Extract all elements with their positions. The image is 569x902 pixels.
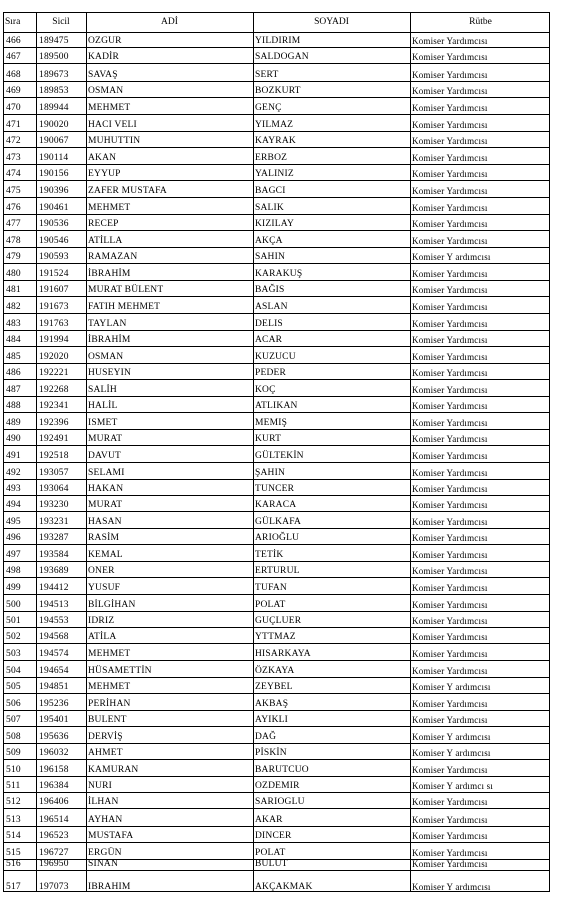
- cell-adi: DERVİŞ: [88, 732, 123, 742]
- cell-rutbe: Komiser Y ardımcısı: [412, 882, 491, 892]
- cell-soyadi: GÜLTEKİN: [255, 451, 304, 461]
- cell-sicil: 189500: [39, 52, 69, 62]
- cell-sira: 504: [6, 666, 21, 676]
- cell-rutbe: Komiser Yardımcısı: [412, 302, 488, 312]
- header-adi: ADİ: [161, 17, 178, 27]
- cell-adi: ONER: [88, 566, 115, 576]
- cell-adi: RAMAZAN: [88, 252, 138, 262]
- cell-sira: 475: [6, 186, 21, 196]
- cell-rutbe: Komiser Yardımcısı: [412, 517, 488, 527]
- cell-sira: 470: [6, 103, 21, 113]
- cell-sicil: 190067: [39, 136, 69, 146]
- cell-sicil: 196384: [39, 781, 69, 791]
- cell-soyadi: ZEYBEL: [255, 682, 293, 692]
- cell-soyadi: ACAR: [255, 335, 283, 345]
- cell-sicil: 190461: [39, 203, 69, 213]
- cell-rutbe: Komiser Yardımcısı: [412, 815, 488, 825]
- cell-rutbe: Komiser Yardımcısı: [412, 36, 488, 46]
- cell-sira: 508: [6, 732, 21, 742]
- cell-adi: İBRAHİM: [88, 335, 131, 345]
- cell-rutbe: Komiser Yardımcısı: [412, 319, 488, 329]
- cell-sira: 515: [6, 848, 21, 858]
- cell-soyadi: TUFAN: [255, 583, 287, 593]
- cell-soyadi: DELIS: [255, 319, 283, 329]
- cell-rutbe: Komiser Yardımcısı: [412, 335, 488, 345]
- column-divider: [253, 13, 254, 891]
- cell-sira: 474: [6, 169, 21, 179]
- column-divider: [410, 13, 411, 891]
- cell-sira: 513: [6, 815, 21, 825]
- cell-soyadi: SALDOGAN: [255, 52, 309, 62]
- cell-rutbe: Komiser Yardımcısı: [412, 765, 488, 775]
- cell-sira: 509: [6, 748, 21, 758]
- cell-rutbe: Komiser Yardımcısı: [412, 533, 488, 543]
- cell-sicil: 190593: [39, 252, 69, 262]
- cell-rutbe: Komiser Yardımcısı: [412, 797, 488, 807]
- cell-rutbe: Komiser Y ardımcısı: [412, 732, 491, 742]
- cell-soyadi: DINCER: [255, 831, 292, 841]
- cell-soyadi: ARIOĞLU: [255, 533, 300, 543]
- cell-soyadi: BOZKURT: [255, 86, 301, 96]
- cell-rutbe: Komiser Yardımcısı: [412, 186, 488, 196]
- cell-sicil: 192518: [39, 451, 69, 461]
- cell-adi: TAYLAN: [88, 319, 127, 329]
- cell-rutbe: Komiser Yardımcısı: [412, 86, 488, 96]
- cell-sicil: 191763: [39, 319, 69, 329]
- cell-adi: OZGUR: [88, 36, 122, 46]
- cell-rutbe: Komiser Y ardımcı sı: [412, 781, 494, 791]
- cell-sicil: 196158: [39, 765, 69, 775]
- cell-soyadi: PİSKİN: [255, 748, 287, 758]
- cell-rutbe: Komiser Yardımcısı: [412, 169, 488, 179]
- cell-adi: MEHMET: [88, 649, 131, 659]
- personnel-table: [3, 12, 550, 892]
- cell-soyadi: ŞAHIN: [255, 468, 286, 478]
- cell-sira: 483: [6, 319, 21, 329]
- cell-rutbe: Komiser Yardımcısı: [412, 401, 488, 411]
- cell-rutbe: Komiser Y ardımcısı: [412, 748, 491, 758]
- cell-adi: BULENT: [88, 715, 127, 725]
- cell-rutbe: Komiser Yardımcısı: [412, 136, 488, 146]
- cell-sicil: 193231: [39, 517, 69, 527]
- cell-sicil: 192491: [39, 434, 69, 444]
- cell-sicil: 192020: [39, 352, 69, 362]
- cell-adi: ATİLLA: [88, 236, 123, 246]
- cell-rutbe: Komiser Yardımcısı: [412, 699, 488, 709]
- cell-sira: 467: [6, 52, 21, 62]
- cell-soyadi: BAĞIS: [255, 285, 285, 295]
- cell-rutbe: Komiser Yardımcısı: [412, 484, 488, 494]
- cell-sira: 501: [6, 616, 21, 626]
- cell-adi: HACI VELI: [88, 120, 137, 130]
- cell-sira: 490: [6, 434, 21, 444]
- cell-sira: 476: [6, 203, 21, 213]
- cell-sicil: 194851: [39, 682, 69, 692]
- cell-adi: MUSTAFA: [88, 831, 134, 841]
- cell-rutbe: Komiser Yardımcısı: [412, 52, 488, 62]
- cell-adi: IBRAHIM: [88, 882, 131, 892]
- cell-rutbe: Komiser Yardımcısı: [412, 468, 488, 478]
- cell-rutbe: Komiser Yardımcısı: [412, 219, 488, 229]
- cell-soyadi: DAĞ: [255, 732, 277, 742]
- cell-sira: 496: [6, 533, 21, 543]
- cell-sira: 488: [6, 401, 21, 411]
- cell-sira: 489: [6, 418, 21, 428]
- cell-sicil: 189853: [39, 86, 69, 96]
- cell-adi: ZAFER MUSTAFA: [88, 186, 167, 196]
- cell-soyadi: ERTURUL: [255, 566, 300, 576]
- cell-rutbe: Komiser Yardımcısı: [412, 418, 488, 428]
- cell-adi: KADİR: [88, 52, 120, 62]
- cell-adi: ATİLA: [88, 632, 117, 642]
- cell-adi: İLHAN: [88, 797, 119, 807]
- cell-adi: FATIH MEHMET: [88, 302, 161, 312]
- cell-adi: BİLGİHAN: [88, 600, 136, 610]
- cell-sira: 517: [6, 882, 21, 892]
- cell-sira: 477: [6, 219, 21, 229]
- cell-sicil: 193230: [39, 500, 69, 510]
- cell-rutbe: Komiser Yardımcısı: [412, 715, 488, 725]
- cell-soyadi: TUNCER: [255, 484, 295, 494]
- cell-adi: MUHUTTIN: [88, 136, 141, 146]
- cell-sira: 485: [6, 352, 21, 362]
- cell-rutbe: Komiser Yardımcısı: [412, 451, 488, 461]
- cell-sicil: 190396: [39, 186, 69, 196]
- cell-sicil: 191524: [39, 269, 69, 279]
- cell-rutbe: Komiser Yardımcısı: [412, 831, 488, 841]
- cell-sicil: 195636: [39, 732, 69, 742]
- cell-sira: 473: [6, 153, 21, 163]
- cell-sira: 479: [6, 252, 21, 262]
- cell-rutbe: Komiser Yardımcısı: [412, 269, 488, 279]
- cell-adi: HASAN: [88, 517, 122, 527]
- cell-soyadi: SAHIN: [255, 252, 286, 262]
- cell-soyadi: AKÇA: [255, 236, 283, 246]
- cell-rutbe: Komiser Yardımcısı: [412, 153, 488, 163]
- cell-adi: SAVAŞ: [88, 70, 118, 80]
- cell-sira: 469: [6, 86, 21, 96]
- cell-rutbe: Komiser Yardımcısı: [412, 103, 488, 113]
- cell-rutbe: Komiser Yardımcısı: [412, 600, 488, 610]
- header-soyadi: SOYADI: [314, 17, 349, 27]
- cell-adi: ISMET: [88, 418, 118, 428]
- cell-rutbe: Komiser Yardımcısı: [412, 352, 488, 362]
- cell-adi: ERGÜN: [88, 848, 122, 858]
- cell-sira: 466: [6, 36, 21, 46]
- cell-adi: SINAN: [88, 859, 119, 869]
- cell-soyadi: GENÇ: [255, 103, 282, 113]
- cell-soyadi: HISARKAYA: [255, 649, 311, 659]
- cell-sicil: 196406: [39, 797, 69, 807]
- cell-soyadi: ATLIKAN: [255, 401, 298, 411]
- cell-sira: 484: [6, 335, 21, 345]
- cell-sicil: 196514: [39, 815, 69, 825]
- cell-sicil: 196523: [39, 831, 69, 841]
- cell-adi: MEHMET: [88, 103, 131, 113]
- cell-sira: 500: [6, 600, 21, 610]
- cell-sira: 499: [6, 583, 21, 593]
- cell-adi: AYHAN: [88, 815, 123, 825]
- cell-sira: 487: [6, 385, 21, 395]
- cell-soyadi: BAGCI: [255, 186, 286, 196]
- cell-sira: 497: [6, 550, 21, 560]
- cell-sicil: 196032: [39, 748, 69, 758]
- cell-rutbe: Komiser Yardımcısı: [412, 649, 488, 659]
- cell-soyadi: ERBOZ: [255, 153, 288, 163]
- cell-adi: YUSUF: [88, 583, 121, 593]
- cell-soyadi: PEDER: [255, 368, 287, 378]
- cell-sicil: 194553: [39, 616, 69, 626]
- cell-sicil: 194568: [39, 632, 69, 642]
- cell-adi: MEHMET: [88, 203, 131, 213]
- cell-adi: MEHMET: [88, 682, 131, 692]
- cell-adi: KAMURAN: [88, 765, 139, 775]
- cell-sira: 512: [6, 797, 21, 807]
- cell-rutbe: Komiser Yardımcısı: [412, 550, 488, 560]
- cell-sicil: 197073: [39, 882, 69, 892]
- cell-rutbe: Komiser Yardımcısı: [412, 236, 488, 246]
- cell-soyadi: YILMAZ: [255, 120, 294, 130]
- cell-soyadi: GÜLKAFA: [255, 517, 302, 527]
- cell-sira: 481: [6, 285, 21, 295]
- cell-soyadi: KARACA: [255, 500, 297, 510]
- cell-soyadi: SERT: [255, 70, 279, 80]
- cell-rutbe: Komiser Yardımcısı: [412, 583, 488, 593]
- cell-sicil: 189475: [39, 36, 69, 46]
- cell-sicil: 193064: [39, 484, 69, 494]
- cell-rutbe: Komiser Yardımcısı: [412, 203, 488, 213]
- cell-soyadi: YALINIZ: [255, 169, 294, 179]
- cell-soyadi: KOÇ: [255, 385, 276, 395]
- cell-sicil: 191994: [39, 335, 69, 345]
- cell-sicil: 193287: [39, 533, 69, 543]
- cell-sicil: 193689: [39, 566, 69, 576]
- cell-soyadi: POLAT: [255, 600, 286, 610]
- cell-sira: 514: [6, 831, 21, 841]
- cell-rutbe: Komiser Yardımcısı: [412, 434, 488, 444]
- cell-rutbe: Komiser Yardımcısı: [412, 285, 488, 295]
- cell-sicil: 194654: [39, 666, 69, 676]
- cell-soyadi: KARAKUŞ: [255, 269, 303, 279]
- cell-sira: 505: [6, 682, 21, 692]
- cell-adi: MURAT: [88, 500, 123, 510]
- cell-soyadi: YILDIRIM: [255, 36, 301, 46]
- cell-sira: 471: [6, 120, 21, 130]
- cell-sicil: 189673: [39, 70, 69, 80]
- cell-rutbe: Komiser Y ardımcısı: [412, 252, 491, 262]
- header-rutbe: Rütbe: [469, 17, 492, 27]
- cell-sira: 478: [6, 236, 21, 246]
- cell-soyadi: AYIKLI: [255, 715, 289, 725]
- cell-adi: DAVUT: [88, 451, 122, 461]
- cell-rutbe: Komiser Yardımcısı: [412, 566, 488, 576]
- cell-soyadi: BULUT: [255, 859, 288, 869]
- cell-adi: AKAN: [88, 153, 117, 163]
- cell-soyadi: ASLAN: [255, 302, 288, 312]
- cell-soyadi: AKÇAKMAK: [255, 882, 313, 892]
- cell-sira: 502: [6, 632, 21, 642]
- cell-soyadi: ÖZKAYA: [255, 666, 295, 676]
- cell-sicil: 190114: [39, 153, 69, 163]
- cell-soyadi: KAYRAK: [255, 136, 296, 146]
- cell-soyadi: BARUTCUO: [255, 765, 309, 775]
- cell-soyadi: MEMIŞ: [255, 418, 288, 428]
- cell-sira: 503: [6, 649, 21, 659]
- cell-adi: HALİL: [88, 401, 118, 411]
- cell-sira: 506: [6, 699, 21, 709]
- cell-rutbe: Komiser Yardımcısı: [412, 616, 488, 626]
- cell-rutbe: Komiser Yardımcısı: [412, 848, 488, 858]
- cell-sicil: 190020: [39, 120, 69, 130]
- cell-sira: 482: [6, 302, 21, 312]
- cell-sira: 510: [6, 765, 21, 775]
- cell-adi: OSMAN: [88, 86, 124, 96]
- cell-sicil: 194574: [39, 649, 69, 659]
- header-sira: Sıra: [5, 17, 21, 27]
- cell-rutbe: Komiser Y ardımcısı: [412, 682, 491, 692]
- cell-adi: HUSEYIN: [88, 368, 132, 378]
- cell-soyadi: SALIK: [255, 203, 284, 213]
- cell-sicil: 192221: [39, 368, 69, 378]
- cell-adi: AHMET: [88, 748, 123, 758]
- cell-soyadi: KUZUCU: [255, 352, 296, 362]
- cell-sira: 486: [6, 368, 21, 378]
- cell-adi: KEMAL: [88, 550, 123, 560]
- cell-adi: RECEP: [88, 219, 119, 229]
- cell-rutbe: Komiser Yardımcısı: [412, 368, 488, 378]
- cell-sicil: 193584: [39, 550, 69, 560]
- cell-adi: NURI: [88, 781, 113, 791]
- cell-sicil: 193057: [39, 468, 69, 478]
- cell-sira: 511: [6, 781, 21, 791]
- cell-adi: RASİM: [88, 533, 120, 543]
- cell-sira: 516: [6, 859, 21, 869]
- cell-soyadi: YTTMAZ: [255, 632, 296, 642]
- cell-sicil: 190156: [39, 169, 69, 179]
- cell-sicil: 190536: [39, 219, 69, 229]
- cell-adi: IDRIZ: [88, 616, 115, 626]
- cell-soyadi: KIZILAY: [255, 219, 295, 229]
- cell-soyadi: SARIOGLU: [255, 797, 305, 807]
- cell-sira: 498: [6, 566, 21, 576]
- cell-adi: PERİHAN: [88, 699, 131, 709]
- cell-sicil: 192396: [39, 418, 69, 428]
- cell-sira: 468: [6, 70, 21, 80]
- cell-sira: 495: [6, 517, 21, 527]
- cell-adi: SELAMI: [88, 468, 125, 478]
- cell-rutbe: Komiser Yardımcısı: [412, 120, 488, 130]
- cell-sicil: 195236: [39, 699, 69, 709]
- cell-sira: 472: [6, 136, 21, 146]
- cell-rutbe: Komiser Yardımcısı: [412, 859, 488, 869]
- cell-rutbe: Komiser Yardımcısı: [412, 70, 488, 80]
- cell-sicil: 196727: [39, 848, 69, 858]
- cell-sicil: 195401: [39, 715, 69, 725]
- cell-adi: HÜSAMETTİN: [88, 666, 152, 676]
- cell-soyadi: AKAR: [255, 815, 283, 825]
- cell-sira: 491: [6, 451, 21, 461]
- cell-soyadi: AKBAŞ: [255, 699, 289, 709]
- cell-rutbe: Komiser Yardımcısı: [412, 666, 488, 676]
- cell-sicil: 192268: [39, 385, 69, 395]
- cell-soyadi: POLAT: [255, 848, 286, 858]
- cell-sicil: 191673: [39, 302, 69, 312]
- cell-sira: 493: [6, 484, 21, 494]
- cell-rutbe: Komiser Yardımcısı: [412, 500, 488, 510]
- cell-sicil: 196950: [39, 859, 69, 869]
- cell-adi: MURAT: [88, 434, 123, 444]
- cell-sicil: 191607: [39, 285, 69, 295]
- cell-soyadi: KURT: [255, 434, 282, 444]
- cell-soyadi: GUÇLUER: [255, 616, 302, 626]
- cell-sicil: 192341: [39, 401, 69, 411]
- column-divider: [86, 13, 87, 891]
- cell-soyadi: OZDEMIR: [255, 781, 300, 791]
- cell-sira: 480: [6, 269, 21, 279]
- cell-adi: İBRAHİM: [88, 269, 131, 279]
- cell-sicil: 189944: [39, 103, 69, 113]
- cell-soyadi: TETİK: [255, 550, 284, 560]
- cell-sicil: 194513: [39, 600, 69, 610]
- cell-sicil: 190546: [39, 236, 69, 246]
- cell-rutbe: Komiser Yardımcısı: [412, 632, 488, 642]
- column-divider: [36, 13, 37, 891]
- cell-rutbe: Komiser Yardımcısı: [412, 385, 488, 395]
- cell-adi: MURAT BÜLENT: [88, 285, 164, 295]
- cell-sira: 507: [6, 715, 21, 725]
- cell-adi: SALİH: [88, 385, 117, 395]
- cell-sicil: 194412: [39, 583, 69, 593]
- cell-adi: EYYUP: [88, 169, 121, 179]
- cell-sira: 492: [6, 468, 21, 478]
- cell-adi: OSMAN: [88, 352, 124, 362]
- cell-sira: 494: [6, 500, 21, 510]
- header-sicil: Sicil: [52, 17, 70, 27]
- cell-adi: HAKAN: [88, 484, 124, 494]
